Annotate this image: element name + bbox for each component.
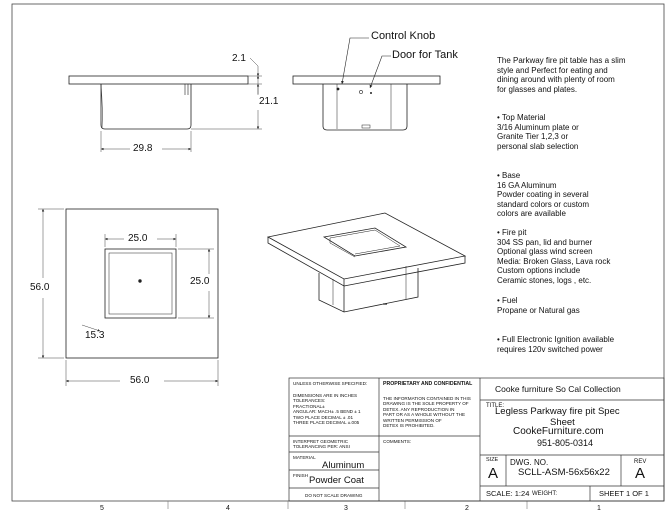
spec-ignition: [497, 335, 614, 354]
rev-label: REV: [634, 459, 647, 465]
drawing-title-line-2: Sheet: [550, 417, 575, 428]
spec-heading: • Fuel: [497, 296, 518, 305]
dim-pan-depth: 25.0: [190, 276, 210, 287]
tolerance-line: TOLERANCES:: [293, 398, 326, 404]
scale-text: SCALE: 1:24: [486, 489, 530, 498]
front-view-base: [101, 84, 191, 129]
spec-fire-pit: [497, 228, 610, 286]
spec-heading: • Full Electronic Ignition available: [497, 335, 615, 344]
top-view-pan: [105, 249, 176, 318]
spec-fuel: [497, 296, 580, 315]
proprietary-line: WRITTEN PERMISSION OF: [383, 417, 442, 423]
spec-heading: • Fire pit: [497, 228, 527, 237]
tank-door-hole: [359, 90, 362, 93]
proprietary-line: DETEX. ANY REPRODUCTION IN: [383, 406, 455, 412]
interpret-line: TOLERANCING PER: ANSI: [293, 444, 350, 450]
control-knob-mark: [337, 88, 340, 91]
spec-line: Custom options include: [497, 266, 581, 276]
tolerance-line: THREE PLACE DECIMAL ±.005: [293, 420, 360, 426]
zone-label: 2: [465, 505, 469, 512]
product-description: [497, 56, 626, 94]
dwg-no-value: SCLL-ASM-56x56x22: [518, 467, 610, 478]
description-intro: [497, 56, 626, 94]
dim-height: 21.1: [259, 96, 279, 107]
description-line: for glasses and plates.: [497, 84, 578, 94]
spec-line: requires 120v switched power: [497, 344, 603, 354]
company-website: CookeFurniture.com: [513, 426, 604, 437]
description-line: The Parkway fire pit table has a slim: [497, 56, 626, 65]
callout-leaders: [342, 38, 391, 88]
comments-label: COMMENTS:: [383, 439, 412, 444]
tolerance-line: TWO PLACE DECIMAL ± .01: [293, 414, 354, 420]
control-knob-callout: Control Knob: [371, 30, 436, 42]
description-line: dining around with plenty of room: [497, 75, 615, 85]
spec-heading: • Top Material: [497, 113, 546, 122]
proprietary-line: PART OR AS A WHOLE WITHOUT THE: [383, 412, 466, 418]
side-view-door-latch: [362, 125, 370, 128]
do-not-scale-note: DO NOT SCALE DRAWING: [305, 493, 363, 498]
size-label: SIZE: [486, 457, 499, 463]
dim-top-thickness: 2.1: [232, 53, 246, 64]
dwg-no-label: DWG. NO.: [510, 458, 549, 467]
drawing-title-line-1: Legless Parkway fire pit Spec: [495, 406, 620, 417]
rev-value: A: [635, 465, 646, 482]
dim-table-width: 56.0: [130, 375, 150, 386]
company-phone: 951-805-0314: [537, 438, 594, 448]
material-value: Aluminum: [322, 460, 365, 471]
tolerance-line: ANGULAR: MACH± .5 BEND ± 1: [293, 409, 361, 415]
zone-label: 3: [344, 505, 348, 512]
dim-table-depth: 56.0: [30, 282, 50, 293]
proprietary-line: DRAWING IS THE SOLE PROPERTY OF: [383, 401, 469, 407]
spec-line: personal slab selection: [497, 141, 579, 151]
spec-line: Propane or Natural gas: [497, 305, 580, 315]
spec-line: Optional glass wind screen: [497, 247, 593, 257]
dim-base-width: 29.8: [133, 143, 153, 154]
spec-line: colors are available: [497, 209, 566, 219]
door-for-tank-callout: Door for Tank: [392, 49, 458, 61]
proprietary-line: THE INFORMATION CONTAINED IN THIS: [383, 396, 471, 401]
spec-line: Ceramic stones, logs , etc.: [497, 275, 592, 285]
spec-base: [497, 171, 589, 219]
side-view-base: [323, 84, 407, 130]
proprietary-line: DETEX IS PROHIBITED.: [383, 423, 435, 429]
dim-pan-width: 25.0: [128, 233, 148, 244]
spec-heading: • Base: [497, 171, 521, 180]
sheet-number: SHEET 1 OF 1: [599, 489, 649, 498]
proprietary-header: PROPRIETARY AND CONFIDENTIAL: [383, 381, 473, 387]
spec-line: 3/16 Aluminum plate or: [497, 122, 579, 132]
tank-door-handle: [370, 92, 372, 94]
interpret-notes: [293, 439, 350, 450]
zone-label: 5: [100, 505, 104, 512]
unless-specified-header: UNLESS OTHERWISE SPECIFIED:: [293, 381, 368, 386]
dim-pan-offset: 15.3: [85, 330, 105, 341]
tolerance-line: DIMENSIONS ARE IN INCHES: [293, 393, 358, 398]
spec-top-material: [497, 113, 579, 151]
zone-label: 4: [226, 505, 230, 512]
iso-top-surface: [268, 213, 465, 279]
front-view: [69, 76, 248, 129]
front-view-top: [69, 76, 248, 84]
tolerance-notes: [293, 393, 361, 425]
spec-line: Granite Tier 1,2,3 or: [497, 132, 569, 142]
company-name: Cooke furniture So Cal Collection: [495, 384, 621, 394]
spec-line: 304 SS pan, lid and burner: [497, 237, 593, 247]
interpret-line: INTERPRET GEOMETRIC: [293, 439, 349, 444]
material-label: MATERIAL: [293, 455, 316, 460]
tolerance-line: FRACTIONAL±: [293, 403, 325, 409]
spec-line: Powder coating in several: [497, 190, 589, 200]
front-view-dims: [101, 58, 262, 152]
side-view-top: [293, 76, 440, 84]
title-label: TITLE:: [486, 403, 505, 409]
finish-value: Powder Coat: [309, 475, 364, 486]
zone-label: 1: [597, 505, 601, 512]
side-view: [293, 76, 440, 130]
finish-label: FINISH: [293, 473, 309, 478]
spec-line: standard colors or custom: [497, 199, 590, 209]
weight-text: WEIGHT:: [532, 491, 557, 497]
proprietary-notes: [383, 396, 471, 428]
description-line: style and Perfect for eating and: [497, 65, 608, 75]
size-value: A: [488, 465, 499, 482]
spec-line: 16 GA Aluminum: [497, 180, 557, 190]
iso-view: [268, 213, 465, 312]
spec-line: Media: Broken Glass, Lava rock: [497, 256, 611, 266]
